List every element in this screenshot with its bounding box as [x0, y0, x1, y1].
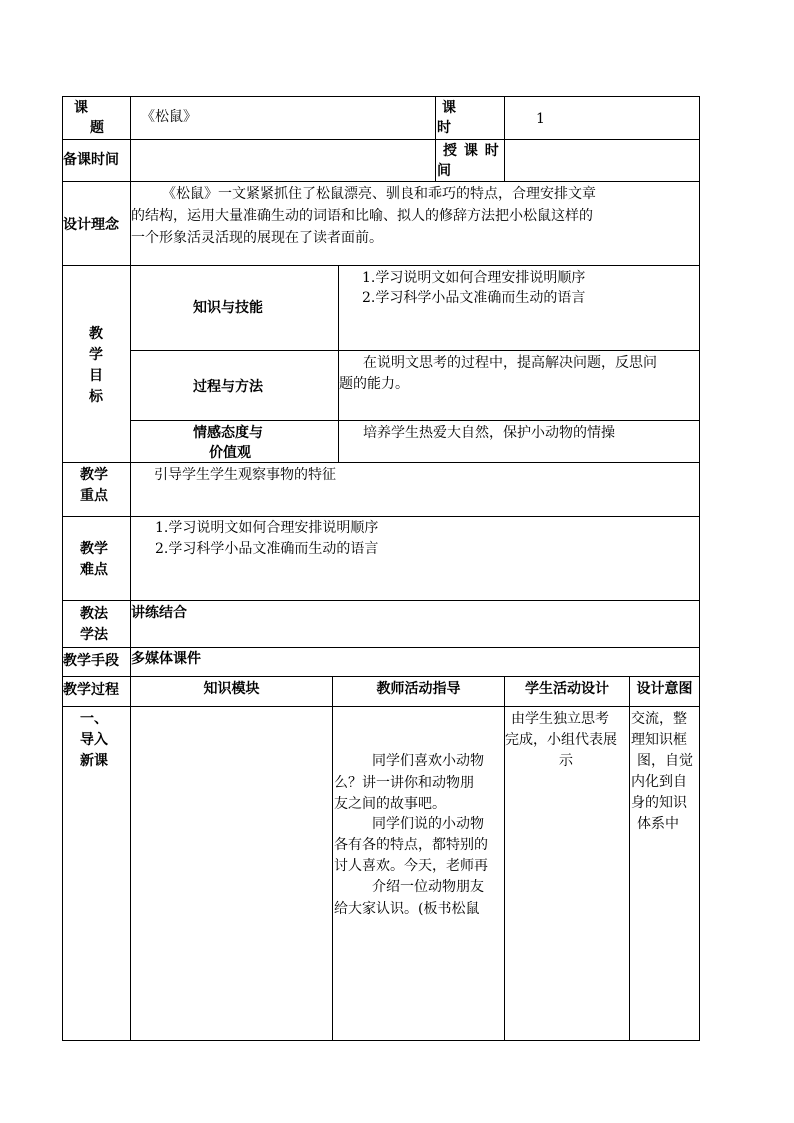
row-divider	[130, 350, 700, 351]
key-points-text: 引导学生学生观察事物的特征	[154, 467, 336, 483]
goals-label-char: 目	[89, 368, 103, 384]
design-intent-line: 交流，整	[631, 711, 687, 727]
topic-label-line2: 题	[90, 120, 104, 136]
student-activity-line: 完成，小组代表展	[505, 732, 617, 748]
knowledge-skills-line: 1.学习说明文如何合理安排说明顺序	[362, 270, 586, 286]
design-concept-label: 设计理念	[63, 217, 119, 233]
process-header-intent: 设计意图	[636, 681, 693, 697]
table-border-top	[62, 96, 700, 97]
design-intent-line: 体系中	[637, 816, 679, 832]
process-methods-line: 在说明文思考的过程中，提高解决问题，反思问	[363, 355, 657, 371]
emotion-values-line: 培养学生热爱大自然，保护小动物的情操	[363, 425, 615, 441]
stage-label-line: 导入	[80, 732, 108, 748]
methods-label-line1: 教法	[80, 606, 108, 622]
hours-value: 1	[536, 111, 545, 127]
design-intent-line: 身的知识	[631, 795, 687, 811]
teacher-activity-line: 介绍一位动物朋友	[372, 879, 484, 895]
column-divider	[629, 676, 630, 1041]
student-activity-line: 示	[559, 753, 573, 769]
teach-time-label-line1: 授 课 时	[443, 143, 500, 159]
teacher-activity-line: 同学们喜欢小动物	[372, 753, 484, 769]
methods-label-line2: 学法	[80, 627, 108, 643]
design-intent-line: 图，自觉	[637, 753, 693, 769]
methods-text: 讲练结合	[131, 605, 187, 621]
means-text: 多媒体课件	[131, 651, 201, 667]
process-header-teacher: 教师活动指导	[376, 681, 461, 697]
design-concept-line: 的结构，运用大量准确生动的词语和比喻、拟人的修辞方法把小松鼠这样的	[131, 208, 593, 224]
difficulties-label-line1: 教学	[80, 541, 108, 557]
teacher-activity-line: 给大家认识。(板书松鼠	[334, 901, 480, 917]
means-label: 教学手段	[63, 653, 119, 669]
difficulties-label-line2: 难点	[80, 562, 108, 578]
stage-label-line: 新课	[80, 753, 108, 769]
table-border-right	[699, 96, 700, 1041]
goals-label-char: 标	[89, 389, 103, 405]
design-concept-line: 一个形象活灵活现的展现在了读者面前。	[131, 230, 383, 246]
key-points-label-line1: 教学	[80, 467, 108, 483]
row-divider	[62, 706, 700, 707]
hours-label-line1: 课	[442, 100, 456, 116]
key-points-label-line2: 重点	[80, 488, 108, 504]
topic-label-line1: 课	[74, 100, 88, 116]
row-divider	[62, 600, 700, 601]
emotion-values-label-line2: 价值观	[209, 445, 251, 461]
column-divider	[332, 676, 333, 1041]
goals-label-char: 学	[89, 347, 103, 363]
student-activity-line: 由学生独立思考	[511, 711, 609, 727]
emotion-values-label-line1: 情感态度与	[193, 425, 263, 441]
row-divider	[62, 265, 700, 266]
row-divider	[62, 462, 700, 463]
goals-label-char: 教	[89, 326, 103, 342]
design-concept-line: 《松鼠》一文紧紧抓住了松鼠漂亮、驯良和乖巧的特点，合理安排文章	[162, 186, 596, 202]
teacher-activity-line: 讨人喜欢。今天，老师再	[334, 858, 488, 874]
column-divider	[504, 96, 505, 182]
design-intent-line: 内化到自	[631, 774, 687, 790]
teacher-activity-line: 友之间的故事吧。	[334, 796, 446, 812]
column-divider	[338, 265, 339, 463]
design-intent-line: 理知识框	[631, 732, 687, 748]
topic-value: 《松鼠》	[141, 109, 197, 125]
row-divider	[130, 420, 700, 421]
teacher-activity-line: 各有各的特点，都特别的	[334, 837, 488, 853]
table-border-bottom	[62, 1040, 700, 1041]
teach-time-label-line2: 间	[437, 163, 451, 179]
stage-label-line: 一、	[80, 711, 108, 727]
process-methods-line: 题的能力。	[339, 376, 409, 392]
teacher-activity-line: 么？讲一讲你和动物朋	[334, 775, 474, 791]
knowledge-skills-label: 知识与技能	[193, 300, 263, 316]
row-divider	[62, 676, 700, 677]
process-methods-label: 过程与方法	[193, 379, 263, 395]
table-border-left	[62, 96, 63, 1041]
process-header-knowledge: 知识模块	[203, 681, 260, 697]
knowledge-skills-line: 2.学习科学小品文准确而生动的语言	[362, 290, 586, 306]
row-divider	[62, 181, 700, 182]
hours-label-line2: 时	[437, 120, 451, 136]
process-header-student: 学生活动设计	[525, 681, 609, 697]
process-header-stage: 教学过程	[63, 682, 119, 698]
teacher-activity-line: 同学们说的小动物	[372, 816, 484, 832]
row-divider	[62, 139, 700, 140]
difficulties-line: 2.学习科学小品文准确而生动的语言	[155, 541, 379, 557]
column-divider	[435, 96, 436, 182]
difficulties-line: 1.学习说明文如何合理安排说明顺序	[155, 520, 379, 536]
prep-time-label: 备课时间	[63, 152, 119, 168]
